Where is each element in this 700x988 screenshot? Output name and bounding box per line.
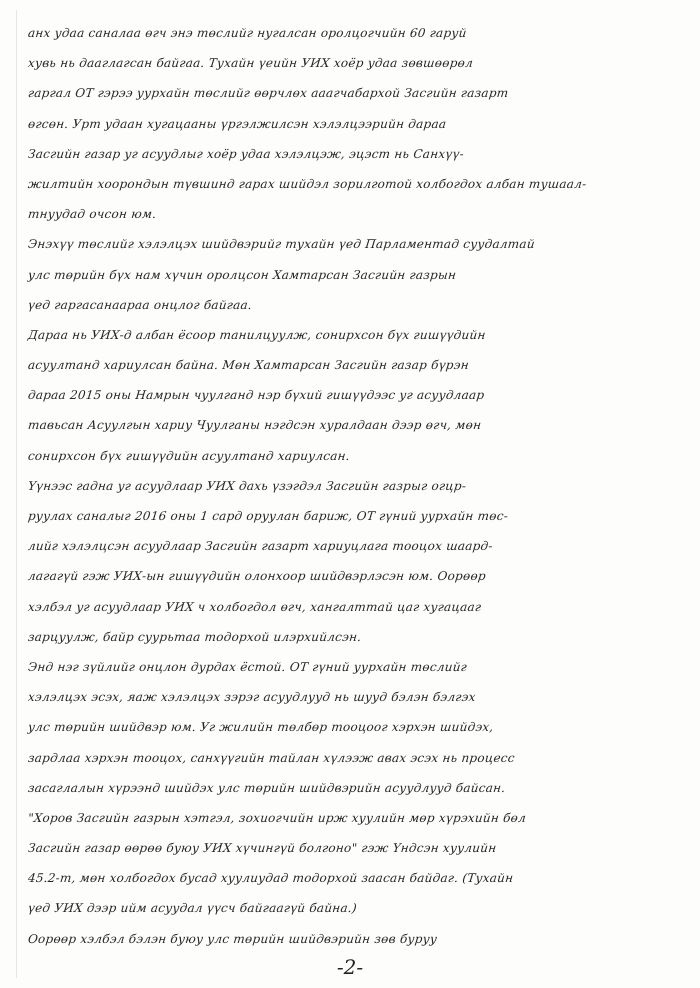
text-line: зардлаа хэрхэн тооцох, санхүүгийн тайлан хүлээж авах эсэх нь процесс — [27, 750, 516, 765]
text-line: улс төрийн бүх нам хүчин оролцсон Хамтарсан Засгийн газрын — [27, 267, 457, 282]
text-line: Үүнээс гадна уг асуудлаар УИХ дахь үзэгдэл Засгийн газрыг огцр- — [27, 478, 467, 493]
text-line: 45.2-т, мөн холбогдох бусад хуулиудад тодорхой заасан байдаг. (Тухайн — [27, 871, 515, 886]
text-line: Энд нэг зүйлийг онцлон дурдах ёстой. ОТ гүний уурхайн төслийг — [27, 659, 468, 674]
text-line: анх удаа саналаа өгч энэ төслийг нугалсан оролцогчийн 60 гаруй — [27, 26, 468, 40]
text-line: Засгийн газар уг асуудлыг хоёр удаа хэлэлцэж, эцэст нь Санхүү- — [27, 146, 465, 161]
text-line: хувь нь дааглагсан байгаа. Тухайн үеийн УИХ хоёр удаа зөвшөөрөл — [27, 56, 474, 71]
text-line: үед гаргасанаараа онцлог байгаа. — [27, 297, 253, 312]
text-line: лийг хэлэлцсэн асуудлаар Засгийн газарт хариуцлага тооцох шаард- — [27, 539, 494, 554]
text-line: "Хоров Засгийн газрын хэтгэл, зохиогчийн ирж хуулийн мөр хүрэхийн бөл — [27, 810, 527, 825]
text-line: Засгийн газар өөрөө буюу УИХ хүчингүй болгоно" гэж Үндсэн хуулийн — [27, 841, 498, 856]
text-line: сонирхсон бүх гишүүдийн асуултанд хариулсан. — [27, 448, 351, 463]
text-line: хэлбэл уг асуудлаар УИХ ч холбогдол өгч, хангалттай цаг хугацааг — [27, 599, 482, 614]
text-line: жилтийн хоорондын түвшинд гарах шийдэл зорилготой холбогдох албан тушаал- — [27, 176, 588, 191]
page-number: -2- — [336, 955, 364, 979]
text-line: Дараа нь УИХ-д албан ёсоор танилцуулж, сонирхсон бүх гишүүдийн — [27, 327, 487, 342]
page-margin — [16, 10, 17, 978]
handwritten-text-block — [28, 18, 688, 954]
text-line: өгсөн. Урт удаан хугацааны үргэлжилсэн хэлэлцээрийн дараа — [27, 116, 448, 131]
text-line: зарцуулж, байр суурьтаа тодорхой илэрхийлсэн. — [27, 629, 363, 644]
text-line: руулах саналыг 2016 оны 1 сард оруулан бариж, ОТ гүний уурхайн төс- — [27, 509, 509, 523]
text-line: үед УИХ дээр ийм асуудал үүсч байгаагүй байна.) — [27, 901, 358, 916]
text-line: асуултанд хариулсан байна. Мөн Хамтарсан Засгийн газар бүрэн — [27, 358, 470, 373]
text-line: дараа 2015 оны Намрын чуулганд нэр бүхий гишүүдээс уг асуудлаар — [27, 388, 486, 403]
text-line: Энэхүү төслийг хэлэлцэх шийдвэрийг тухайн үед Парламентад суудалтай — [27, 237, 536, 252]
text-line: тавьсан Асуулгын хариу Чуулганы нэгдсэн хуралдаан дээр өгч, мөн — [27, 418, 483, 433]
text-line: тнуудад очсон юм. — [27, 207, 158, 222]
text-line: лагагүй гэж УИХ-ын гишүүдийн олонхоор шийдвэрлэсэн юм. Оорөөр — [27, 569, 487, 584]
text-line: улс төрийн шийдвэр юм. Уг жилийн төлбөр тооцоог хэрхэн шийдэх, — [27, 720, 495, 735]
text-line: хэлэлцэх эсэх, яаж хэлэлцэх зэрэг асуудлууд нь шууд бэлэн бэлгэх — [27, 690, 477, 705]
text-line: Оорөөр хэлбэл бэлэн буюу улс төрийн шийдвэрийн зөв буруу — [27, 931, 438, 946]
text-line: засаглалын хүрээнд шийдэх улс төрийн шийдвэрийн асуудлууд байсан. — [27, 780, 507, 795]
text-line: гаргал ОТ гэрээ уурхайн төслийг өөрчлөх ааагчабархой Засгийн газарт — [27, 86, 510, 101]
